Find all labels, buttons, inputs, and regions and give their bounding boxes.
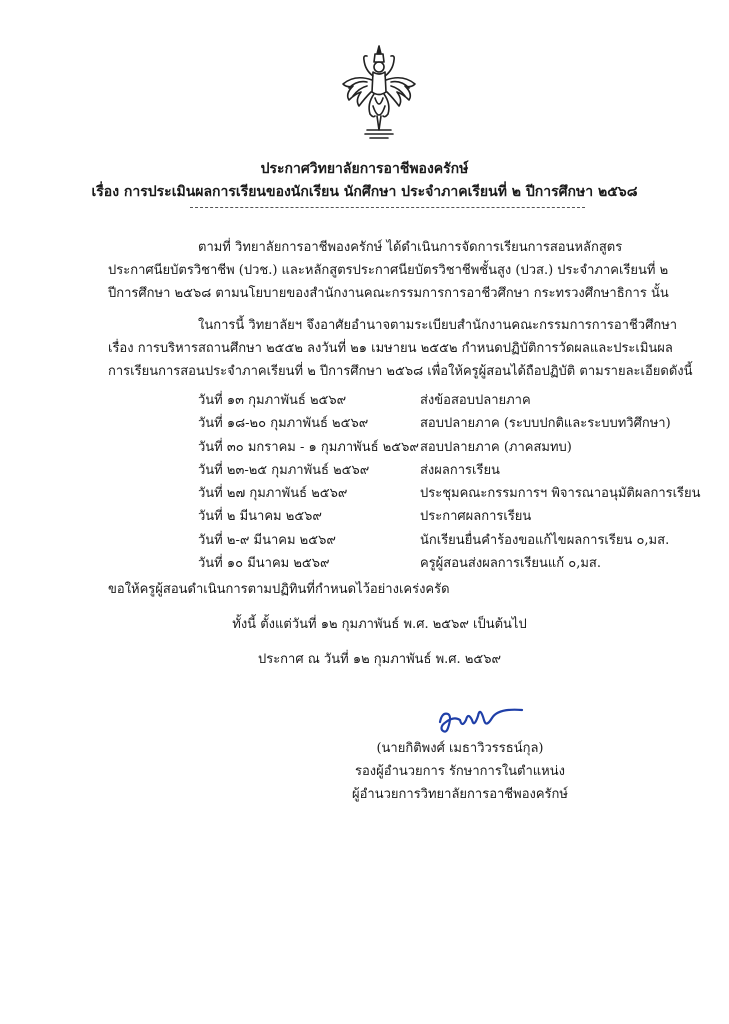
- schedule-row: [198, 482, 701, 505]
- schedule-activity: ประกาศผลการเรียน: [420, 509, 532, 525]
- schedule-row: [198, 505, 688, 528]
- announcement-title: ประกาศวิทยาลัยการอาชีพองครักษ์: [260, 161, 469, 177]
- schedule-date: วันที่ ๒-๙ มีนาคม ๒๕๖๙: [198, 532, 336, 548]
- paragraph-line: ปีการศึกษา ๒๕๖๘ ตามนโยบายของสำนักงานคณะกรรมการการอาชีวศึกษา กระทรวงศึกษาธิการ นั้น: [108, 286, 669, 301]
- signatory-name: (นายกิติพงศ์ เมธาวิวรรธน์กุล): [376, 741, 544, 756]
- announcement-date: ประกาศ ณ วันที่ ๑๒ กุมภาพันธ์ พ.ศ. ๒๕๖๙: [257, 652, 502, 667]
- schedule-activity: สอบปลายภาค (ภาคสมทบ): [420, 439, 572, 455]
- schedule-activity: สอบปลายภาค (ระบบปกติและระบบทวิศึกษา): [420, 416, 671, 432]
- schedule-date: วันที่ ๑๓ กุมภาพันธ์ ๒๕๖๙: [198, 393, 347, 408]
- schedule-date: วันที่ ๑๐ มีนาคม ๒๕๖๙: [198, 556, 330, 572]
- schedule-row: [198, 552, 688, 575]
- header-divider: [190, 207, 585, 208]
- schedule-activity: ส่งข้อสอบปลายภาค: [420, 393, 531, 408]
- paragraph-line: การเรียนการสอนประจำภาคเรียนที่ ๒ ปีการศึกษา ๒๕๖๘ เพื่อให้ครูผู้สอนได้ถือปฏิบัติ ตามรายละเอียดดังนี้: [108, 364, 693, 379]
- schedule-date: วันที่ ๒๗ กุมภาพันธ์ ๒๕๖๙: [198, 486, 348, 502]
- schedule-date: วันที่ ๓๐ มกราคม - ๑ กุมภาพันธ์ ๒๕๖๙: [198, 439, 419, 455]
- schedule-activity: ประชุมคณะกรรมการฯ พิจารณาอนุมัติผลการเรียน: [420, 486, 701, 502]
- garuda-emblem-icon: [337, 44, 421, 144]
- schedule-row: [198, 389, 688, 412]
- paragraph-line: ประกาศนียบัตรวิชาชีพ (ปวช.) และหลักสูตรประกาศนียบัตรวิชาชีพชั้นสูง (ปวส.) ประจำภาคเรียนที่ ๒: [108, 263, 669, 278]
- effective-date: ทั้งนี้ ตั้งแต่วันที่ ๑๒ กุมภาพันธ์ พ.ศ. ๒๕๖๙ เป็นต้นไป: [232, 617, 527, 632]
- schedule-date: วันที่ ๑๘-๒๐ กุมภาพันธ์ ๒๕๖๙: [198, 416, 369, 432]
- paragraph-intro: [108, 236, 680, 305]
- signatory-position-acting: ผู้อำนวยการวิทยาลัยการอาชีพองครักษ์: [352, 787, 568, 802]
- signatory-position: รองผู้อำนวยการ รักษาการในตำแหน่ง: [355, 764, 565, 779]
- paragraph-authority: [108, 314, 693, 383]
- paragraph-line: เรื่อง การบริหารสถานศึกษา ๒๕๕๒ ลงวันที่ ๒๑ เมษายน ๒๕๕๒ กำหนดปฏิบัติการวัดผลและประเมินผล: [108, 341, 673, 356]
- paragraph-line: ในการนี้ วิทยาลัยฯ จึงอาศัยอำนาจตามระเบียบสำนักงานคณะกรรมการการอาชีวศึกษา: [198, 318, 678, 333]
- paragraph-line: ตามที่ วิทยาลัยการอาชีพองครักษ์ ได้ดำเนินการจัดการเรียนการสอนหลักสูตร: [198, 240, 623, 255]
- schedule-row: [198, 529, 688, 552]
- handwritten-signature: [432, 698, 532, 738]
- schedule-activity: ส่งผลการเรียน: [420, 462, 500, 478]
- schedule-activity: ครูผู้สอนส่งผลการเรียนแก้ ๐,มส.: [420, 556, 601, 572]
- announcement-subject: เรื่อง การประเมินผลการเรียนของนักเรียน นักศึกษา ประจำภาคเรียนที่ ๒ ปีการศึกษา ๒๕๖๘: [91, 184, 638, 200]
- schedule-row: [198, 436, 688, 459]
- schedule-row: [198, 412, 688, 435]
- schedule-row: [198, 459, 688, 482]
- schedule-date: วันที่ ๒๓-๒๕ กุมภาพันธ์ ๒๕๖๙: [198, 462, 370, 478]
- schedule-date: วันที่ ๒ มีนาคม ๒๕๖๙: [198, 509, 322, 525]
- schedule-list: [198, 389, 701, 575]
- closing-instruction: ขอให้ครูผู้สอนดำเนินการตามปฏิทินที่กำหนดไว้อย่างเคร่งครัด: [108, 582, 450, 597]
- schedule-activity: นักเรียนยื่นคำร้องขอแก้ไขผลการเรียน ๐,มส.: [420, 532, 670, 548]
